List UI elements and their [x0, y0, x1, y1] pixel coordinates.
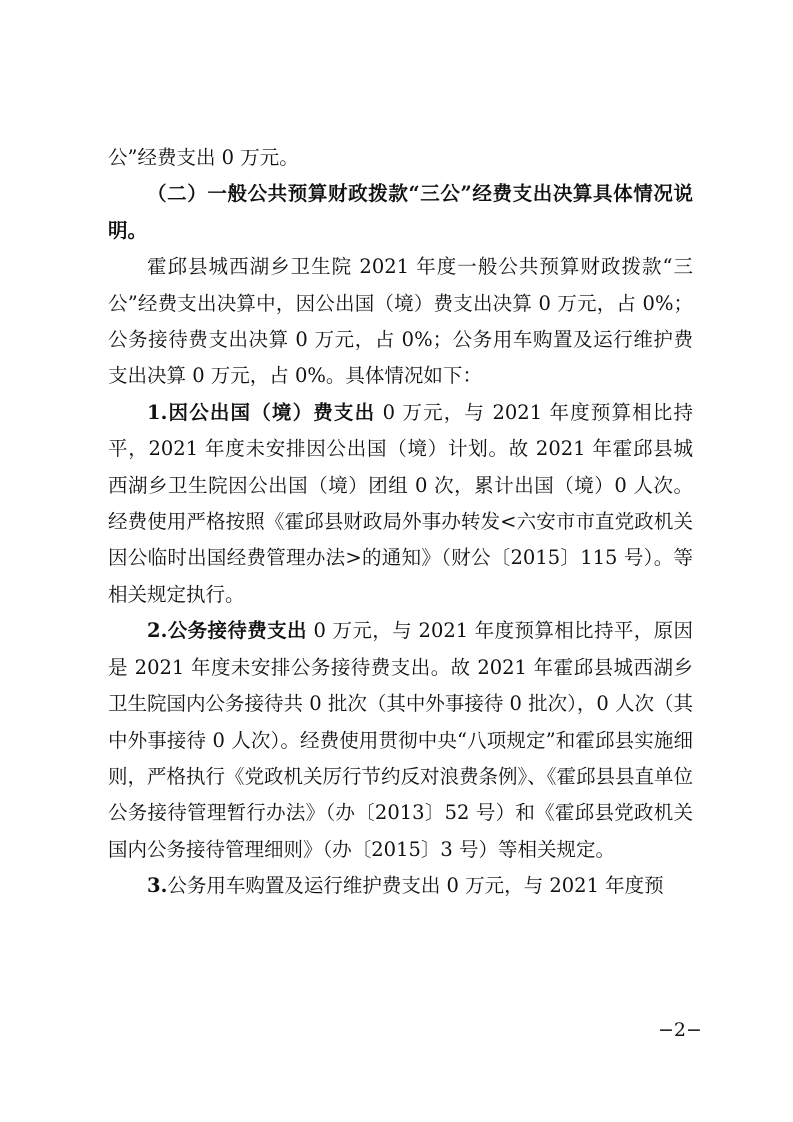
item-1-text: 0 万元，与 2021 年度预算相比持平，2021 年度未安排因公出国（境）计划。故 2021 年霍邱县城西湖乡卫生院因公出国（境）团组 0 次，累计出国（境）0 人次。经费使用严格按照《霍邱县财政局外事办转发<六安市市直党政机关因公临时出国经费管理办法>的通知》（财公〔2015〕115 号）。等相关规定执行。	[108, 400, 694, 606]
document-body	[108, 140, 693, 905]
item-2-paragraph	[108, 613, 693, 868]
item-1-paragraph	[108, 395, 693, 613]
item-2-text: 0 万元，与 2021 年度预算相比持平，原因是 2021 年度未安排公务接待费支出。故 2021 年霍邱县城西湖乡卫生院国内公务接待共 0 批次（其中外事接待 0 批次），0 人次（其中外事接待 0 人次）。经费使用贯彻中央“八项规定”和霍邱县实施细则，严格执行《党政机关厉行节约反对浪费条例》、《霍邱县县直单位公务接待管理暂行办法》（办〔2013〕52 号）和《霍邱县党政机关国内公务接待管理细则》（办〔2015〕3 号）等相关规定。	[108, 619, 694, 861]
item-3-number: 3.	[147, 874, 168, 898]
item-3-text: 公务用车购置及运行维护费支出 0 万元，与 2021 年度预	[167, 874, 664, 898]
section-heading: （二）一般公共预算财政拨款“三公”经费支出决算具体情况说明。	[108, 182, 693, 242]
summary-paragraph: 霍邱县城西湖乡卫生院 2021 年度一般公共预算财政拨款“三公”经费支出决算中，因公出国（境）费支出决算 0 万元，占 0%；公务接待费支出决算 0 万元，占 0%；公务用车购置及运行维护费支出决算 0 万元，占 0%。具体情况如下：	[108, 255, 693, 388]
continuation-paragraph: 公”经费支出 0 万元。	[108, 146, 299, 169]
item-2-title: 2.公务接待费支出	[147, 619, 307, 643]
item-3-paragraph	[108, 868, 693, 904]
item-1-title: 1.因公出国（境）费支出	[147, 400, 376, 424]
page-number: −2−	[658, 1019, 702, 1041]
